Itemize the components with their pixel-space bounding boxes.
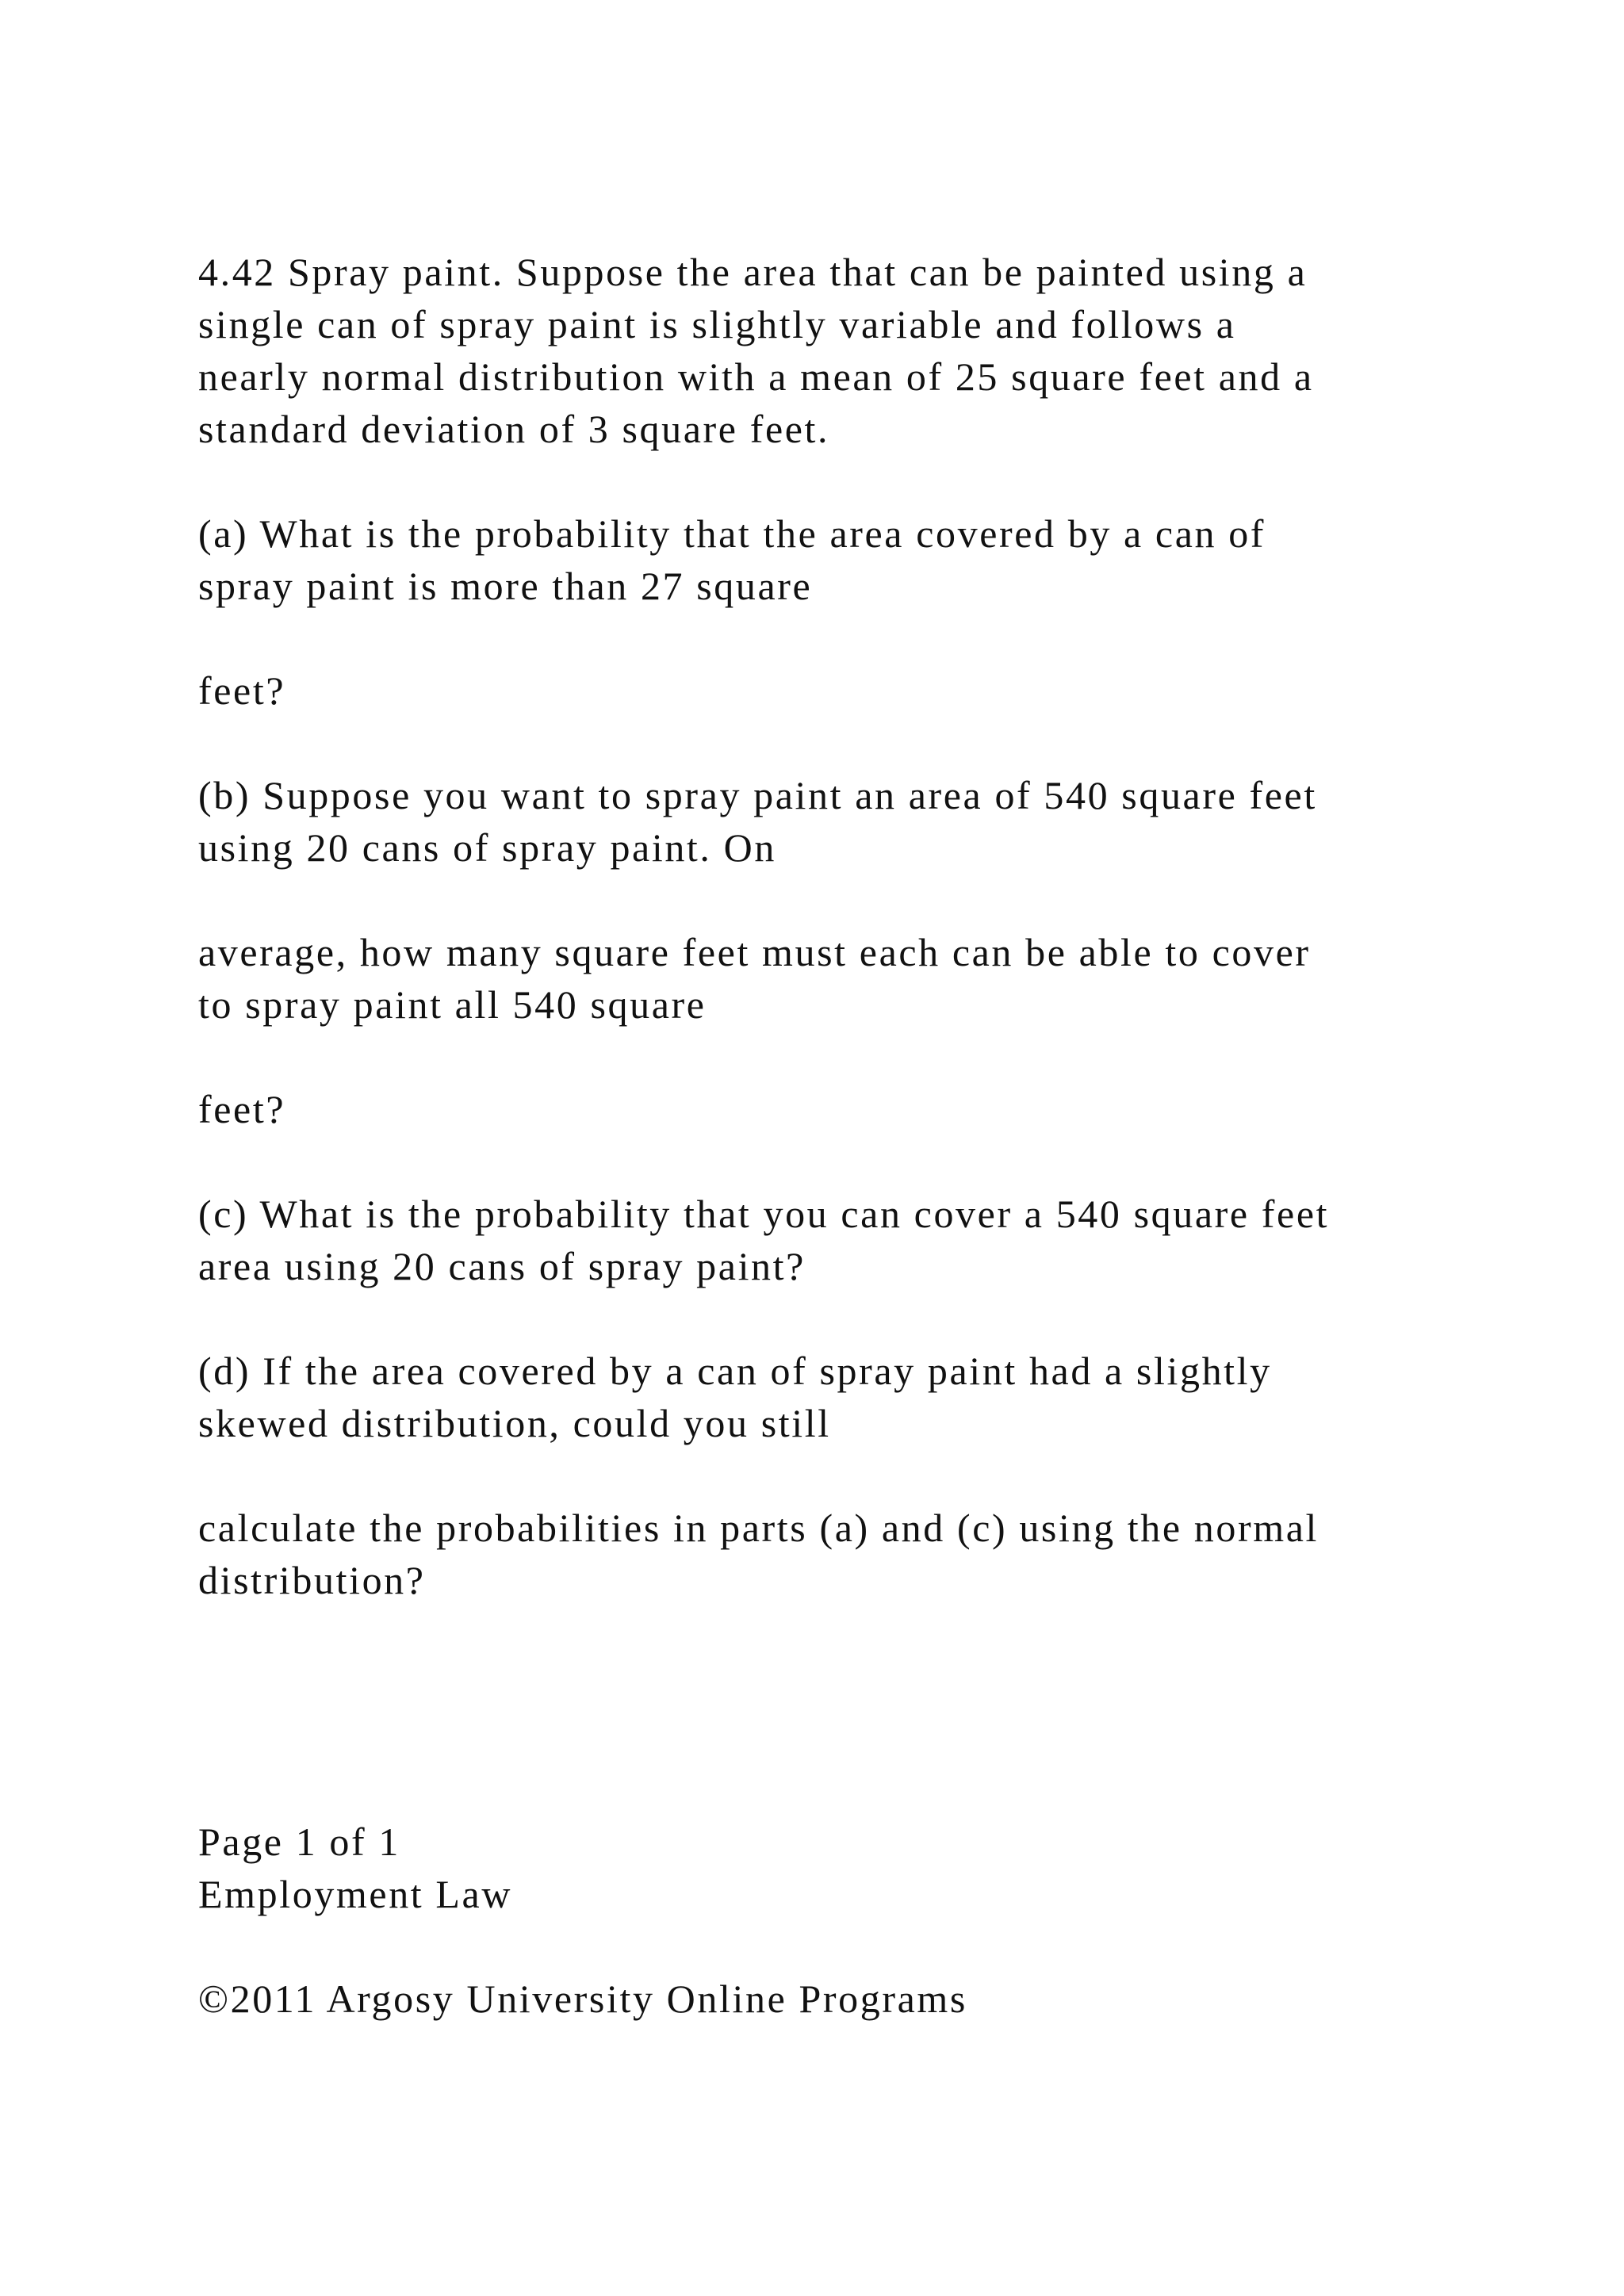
text-line: average, how many square feet must each can be able to cover [198,930,1311,974]
paragraph-question-a-end [198,664,1435,717]
course-title: Employment Law [198,1872,513,1916]
paragraph-question-a [198,507,1435,612]
page-number: Page 1 of 1 [198,1820,400,1864]
text-line: to spray paint all 540 square [198,982,707,1027]
copyright-notice: ©2011 Argosy University Online Programs [198,1976,967,2021]
text-line: (d) If the area covered by a can of spray paint had a slightly [198,1349,1272,1393]
text-line: feet? [198,668,286,713]
text-line: feet? [198,1087,286,1131]
text-line: area using 20 cans of spray paint? [198,1244,806,1288]
text-line: 4.42 Spray paint. Suppose the area that can be painted using a [198,250,1308,294]
text-line: skewed distribution, could you still [198,1401,831,1445]
paragraph-intro [198,246,1435,455]
text-line: standard deviation of 3 square feet. [198,407,830,451]
text-line: single can of spray paint is slightly variable and follows a [198,302,1236,346]
paragraph-question-b-end [198,1083,1435,1135]
page-footer [198,1816,1435,2025]
paragraph-question-d-cont [198,1502,1435,1606]
text-line: calculate the probabilities in parts (a) and (c) using the normal [198,1506,1319,1550]
paragraph-question-b [198,769,1435,874]
paragraph-question-b-cont [198,926,1435,1031]
text-line: nearly normal distribution with a mean of 25 square feet and a [198,354,1314,399]
text-line: using 20 cans of spray paint. On [198,825,776,870]
text-line: distribution? [198,1558,426,1602]
text-line: (c) What is the probability that you can cover a 540 square feet [198,1192,1330,1236]
paragraph-question-c [198,1188,1435,1292]
text-line: (b) Suppose you want to spray paint an area of 540 square feet [198,773,1317,817]
text-line: (a) What is the probability that the area covered by a can of [198,511,1266,556]
text-line: spray paint is more than 27 square [198,564,813,608]
document-body [198,246,1435,1659]
paragraph-question-d [198,1345,1435,1449]
